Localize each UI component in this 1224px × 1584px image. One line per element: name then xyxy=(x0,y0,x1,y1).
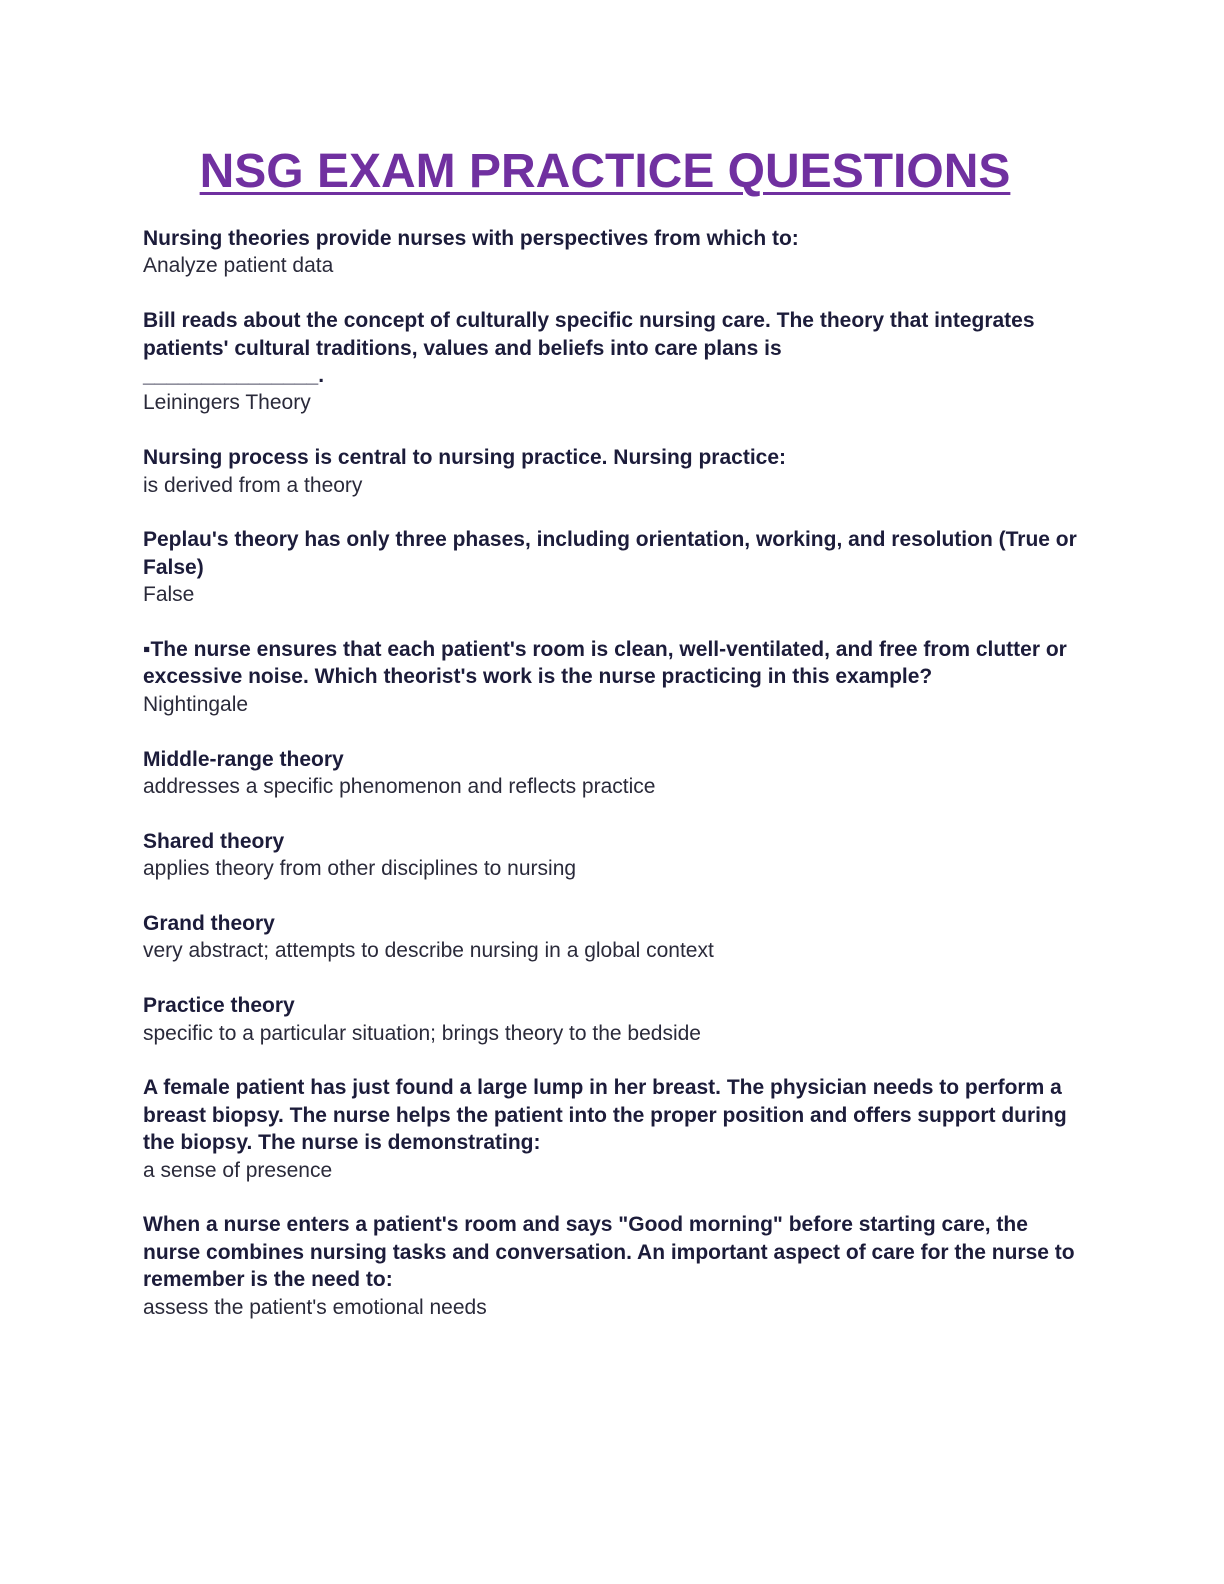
answer-text: addresses a specific phenomenon and reflects practice xyxy=(143,775,656,799)
qa-item xyxy=(143,225,1083,280)
answer-text: Nightingale xyxy=(143,692,249,716)
qa-item xyxy=(143,746,1083,801)
qa-item xyxy=(143,444,1083,499)
question-text: ▪The nurse ensures that each patient's room is clean, well-ventilated, and free from clutter or excessive noise. Which theorist's work is the nurse practicing in this example? xyxy=(143,638,1073,689)
question-text: A female patient has just found a large lump in her breast. The physician needs to perform a breast biopsy. The nurse helps the patient into the proper position and offers support during the biopsy. The nurse is demonstrating: xyxy=(143,1076,1073,1155)
qa-item xyxy=(143,910,1083,965)
question-text: Shared theory xyxy=(143,829,285,853)
qa-item xyxy=(143,1211,1083,1321)
question-text: Peplau's theory has only three phases, including orientation, working, and resolution (True or False) xyxy=(143,528,1083,579)
qa-item xyxy=(143,307,1083,417)
answer-text: very abstract; attempts to describe nursing in a global context xyxy=(143,939,714,963)
answer-text: specific to a particular situation; brings theory to the bedside xyxy=(143,1021,701,1045)
answer-text: assess the patient's emotional needs xyxy=(143,1295,487,1319)
qa-item xyxy=(143,992,1083,1047)
qa-item xyxy=(143,636,1083,718)
question-text: Middle-range theory xyxy=(143,747,344,771)
answer-text: a sense of presence xyxy=(143,1158,333,1182)
question-text: Nursing process is central to nursing practice. Nursing practice: xyxy=(143,446,787,470)
qa-item xyxy=(143,526,1083,608)
qa-item xyxy=(143,828,1083,883)
qa-item xyxy=(143,1074,1083,1184)
answer-text: Leiningers Theory xyxy=(143,391,311,415)
question-text: Bill reads about the concept of culturally specific nursing care. The theory that integrates patients' cultural traditions, values and beliefs into care plans is _______________. xyxy=(143,309,1035,388)
answer-text: Analyze patient data xyxy=(143,254,334,278)
question-text: Nursing theories provide nurses with perspectives from which to: xyxy=(143,227,799,250)
question-text: When a nurse enters a patient's room and says "Good morning" before starting care, the nurse combines nursing tasks and conversation. An important aspect of care for the nurse to remember is the need to: xyxy=(143,1213,1081,1292)
qa-list xyxy=(143,225,1083,1348)
question-text: Grand theory xyxy=(143,912,275,936)
answer-text: applies theory from other disciplines to nursing xyxy=(143,857,577,881)
document-title: NSG EXAM PRACTICE QUESTIONS xyxy=(199,145,1011,198)
question-text: Practice theory xyxy=(143,994,295,1018)
answer-text: False xyxy=(143,583,195,607)
answer-text: is derived from a theory xyxy=(143,473,363,497)
